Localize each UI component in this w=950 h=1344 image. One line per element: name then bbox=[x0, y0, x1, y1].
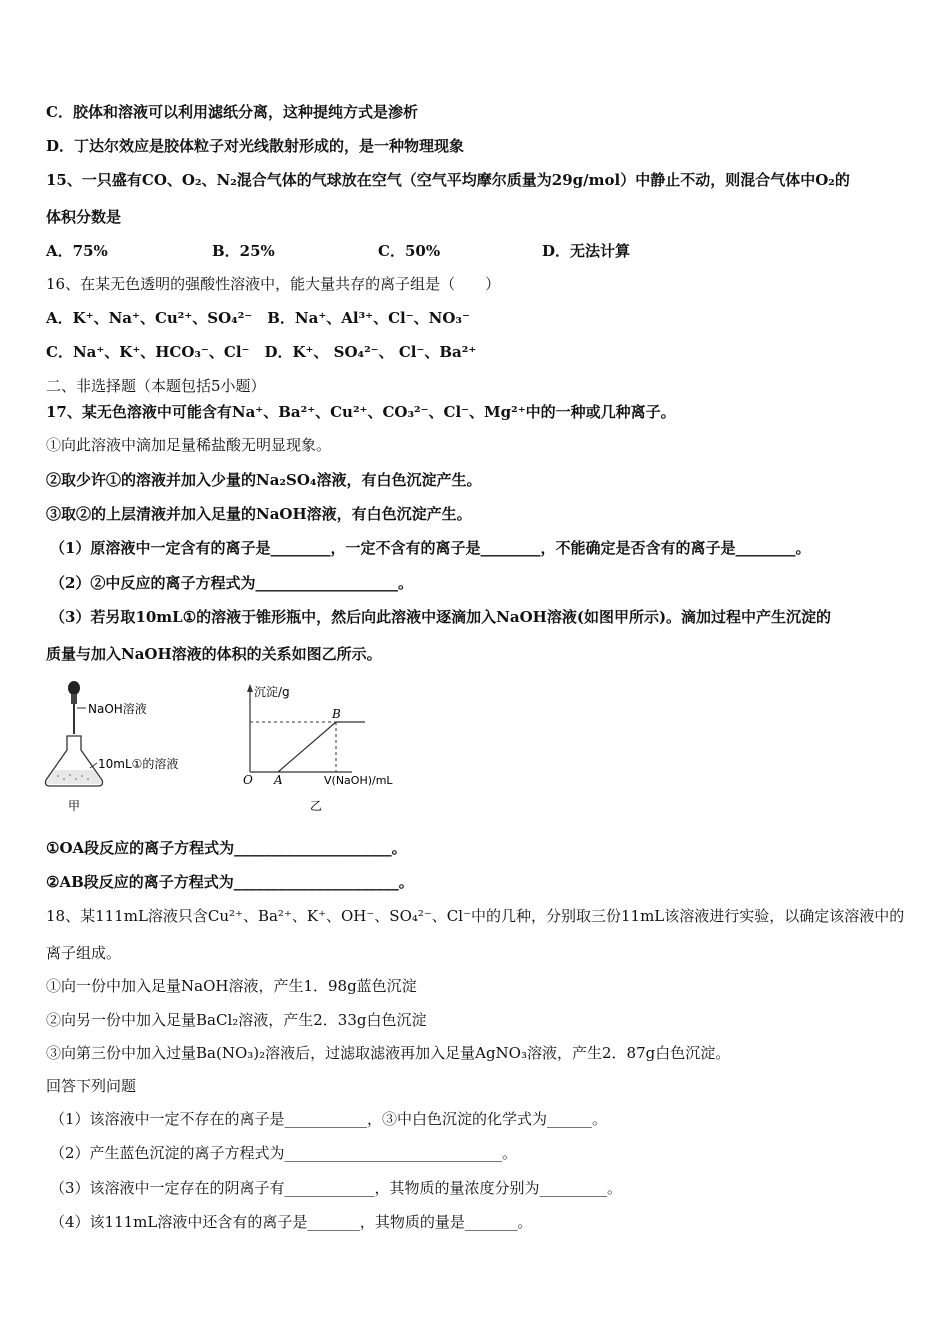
x-axis-label: V(NaOH)/mL bbox=[324, 774, 393, 787]
q15-option-d: D．无法计算 bbox=[542, 242, 631, 260]
q14-option-d: D．丁达尔效应是胶体粒子对光线散射形成的，是一种物理现象 bbox=[46, 137, 465, 155]
q18-answer-heading: 回答下列问题 bbox=[46, 1077, 137, 1095]
q16-options-cd: C．Na⁺、K⁺、HCO₃⁻、Cl⁻ D．K⁺、 SO₄²⁻、 Cl⁻、Ba²⁺ bbox=[46, 343, 477, 361]
q18-stem-line1: 18、某111mL溶液只含Cu²⁺、Ba²⁺、K⁺、OH⁻、SO₄²⁻、Cl⁻中的几种，分别取三份11mL该溶液进行实验，以确定该溶液中的 bbox=[46, 907, 905, 925]
q17-part3-line1: （3）若另取10mL①的溶液于锥形瓶中，然后向此溶液中逐滴加入NaOH溶液(如图甲所示)。滴加过程中产生沉淀的 bbox=[50, 608, 832, 626]
q17-part3-line2: 质量与加入NaOH溶液的体积的关系如图乙所示。 bbox=[46, 645, 382, 663]
y-axis-label: 沉淀/g bbox=[254, 685, 290, 699]
q18-step2: ②向另一份中加入足量BaCl₂溶液，产生2．33g白色沉淀 bbox=[46, 1011, 427, 1029]
naoh-label: NaOH溶液 bbox=[88, 702, 147, 716]
q15-stem-line1: 15、一只盛有CO、O₂、N₂混合气体的气球放在空气（空气平均摩尔质量为29g/mol）中静止不动，则混合气体中O₂的 bbox=[46, 171, 850, 189]
q14-option-c: C．胶体和溶液可以利用滤纸分离，这种提纯方式是渗析 bbox=[46, 103, 418, 121]
q17-oa-equation: ①OA段反应的离子方程式为_____________________。 bbox=[46, 839, 407, 857]
q15-option-a: A．75% bbox=[46, 242, 108, 260]
section-heading: 二、非选择题（本题包括5小题） bbox=[46, 377, 266, 395]
q15-stem-line2: 体积分数是 bbox=[46, 208, 122, 226]
caption-yi: 乙 bbox=[310, 799, 323, 813]
q18-stem-line2: 离子组成。 bbox=[46, 944, 122, 962]
experiment-figure bbox=[40, 672, 420, 822]
q17-part1: （1）原溶液中一定含有的离子是________，一定不含有的离子是________，不能确定是否含有的离子是________。 bbox=[50, 539, 811, 557]
q18-part3: （3）该溶液中一定存在的阴离子有____________，其物质的量浓度分别为_________。 bbox=[50, 1179, 623, 1197]
q17-step3: ③取②的上层清液并加入足量的NaOH溶液，有白色沉淀产生。 bbox=[46, 505, 472, 523]
q16-options-ab: A．K⁺、Na⁺、Cu²⁺、SO₄²⁻ B．Na⁺、Al³⁺、Cl⁻、NO₃⁻ bbox=[46, 309, 470, 327]
q17-part2: （2）②中反应的离子方程式为___________________。 bbox=[50, 574, 413, 592]
caption-jia: 甲 bbox=[68, 799, 81, 813]
point-b-label: B bbox=[332, 707, 341, 721]
q17-step1: ①向此溶液中滴加足量稀盐酸无明显现象。 bbox=[46, 436, 332, 454]
q18-step1: ①向一份中加入足量NaOH溶液，产生1．98g蓝色沉淀 bbox=[46, 977, 417, 995]
segment-ab bbox=[278, 722, 336, 772]
point-a-label: A bbox=[274, 773, 283, 787]
origin-label: O bbox=[243, 773, 253, 787]
q18-part4: （4）该111mL溶液中还含有的离子是_______，其物质的量是_______。 bbox=[50, 1213, 533, 1231]
flask-solution bbox=[47, 770, 101, 784]
q18-step3: ③向第三份中加入过量Ba(NO₃)₂溶液后，过滤取滤液再加入足量AgNO₃溶液，产生2．87g白色沉淀。 bbox=[46, 1044, 731, 1062]
q16-stem: 16、在某无色透明的强酸性溶液中，能大量共存的离子组是（ ） bbox=[46, 275, 501, 293]
q17-step2: ②取少许①的溶液并加入少量的Na₂SO₄溶液，有白色沉淀产生。 bbox=[46, 471, 482, 489]
q17-stem: 17、某无色溶液中可能含有Na⁺、Ba²⁺、Cu²⁺、CO₃²⁻、Cl⁻、Mg²⁺中的一种或几种离子。 bbox=[46, 403, 676, 421]
q18-part2: （2）产生蓝色沉淀的离子方程式为_____________________________。 bbox=[50, 1144, 518, 1162]
q17-ab-equation: ②AB段反应的离子方程式为______________________。 bbox=[46, 873, 414, 891]
flask-label: 10mL①的溶液 bbox=[98, 757, 179, 771]
q15-option-b: B．25% bbox=[212, 242, 275, 260]
q18-part1: （1）该溶液中一定不存在的离子是___________，③中白色沉淀的化学式为______。 bbox=[50, 1110, 608, 1128]
y-axis-arrow bbox=[247, 684, 253, 692]
q15-option-c: C．50% bbox=[378, 242, 441, 260]
